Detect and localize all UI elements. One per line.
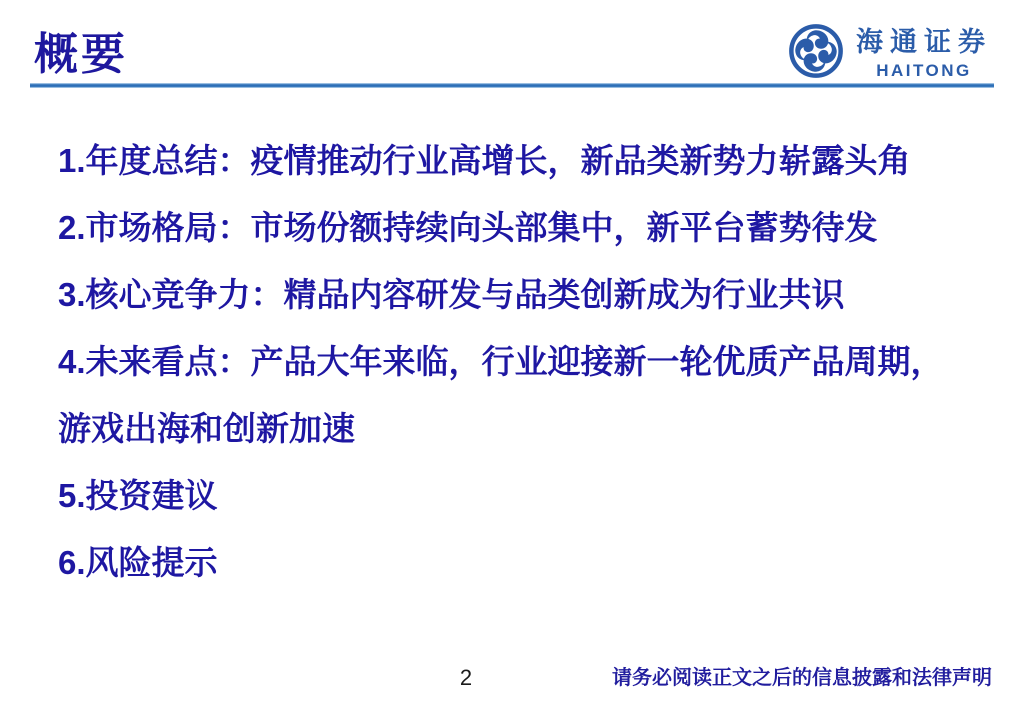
outline-item-4-text: 未来看点：产品大年来临，行业迎接新一轮优质产品周期，游戏出海和创新加速 bbox=[58, 345, 944, 448]
haitong-logo bbox=[788, 20, 992, 81]
outline-item-3-number: 3. bbox=[58, 276, 86, 313]
logo-latin-name: HAITONG bbox=[876, 61, 972, 80]
footer-disclaimer: 请务必阅读正文之后的信息披露和法律声明 bbox=[612, 667, 992, 689]
outline-item-3-text: 核心竞争力：精品内容研发与品类创新成为行业共识 bbox=[85, 278, 845, 314]
logo-text bbox=[856, 20, 992, 81]
outline-item-2 bbox=[58, 195, 970, 262]
outline-item-1-text: 年度总结：疫情推动行业高增长，新品类新势力崭露头角 bbox=[85, 144, 911, 180]
outline-item-2-number: 2. bbox=[58, 209, 86, 246]
logo-chinese-name: 海通证券 bbox=[856, 27, 992, 57]
outline-item-3 bbox=[58, 262, 970, 329]
outline-list bbox=[58, 128, 970, 597]
header-divider bbox=[30, 83, 994, 88]
outline-item-4-number: 4. bbox=[58, 343, 86, 380]
page-number: 2 bbox=[459, 665, 473, 690]
outline-item-5-number: 5. bbox=[58, 477, 86, 514]
outline-item-6-number: 6. bbox=[58, 544, 86, 581]
outline-item-5 bbox=[58, 463, 970, 530]
haitong-emblem-icon bbox=[788, 23, 844, 79]
outline-item-1-number: 1. bbox=[58, 142, 86, 179]
outline-item-1 bbox=[58, 128, 970, 195]
outline-item-4 bbox=[58, 329, 970, 463]
outline-item-5-text: 投资建议 bbox=[85, 479, 218, 515]
outline-item-2-text: 市场格局：市场份额持续向头部集中，新平台蓄势待发 bbox=[85, 211, 878, 247]
outline-item-6 bbox=[58, 530, 970, 597]
page-title: 概要 bbox=[34, 30, 128, 79]
outline-item-6-text: 风险提示 bbox=[85, 546, 218, 582]
